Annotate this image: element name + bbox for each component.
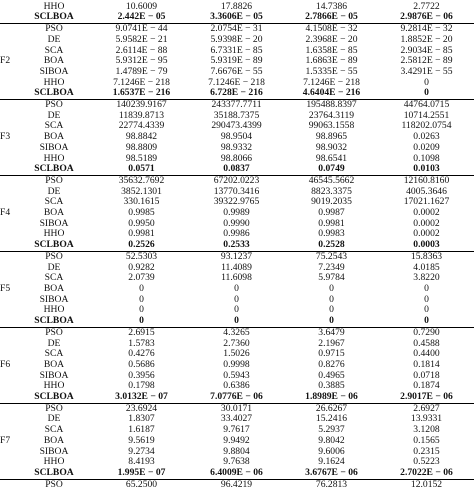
table-row xyxy=(0,392,474,403)
algorithm-cell: BOA xyxy=(43,131,65,143)
algorithm-cell: SCA xyxy=(44,348,64,360)
value-cell: 4.0185 xyxy=(413,261,440,273)
value-cell: 0.5943 xyxy=(223,369,250,381)
value-cell: 33.4027 xyxy=(220,413,253,425)
value-cell: 23764.3119 xyxy=(308,109,355,121)
algorithm-cell: PSO xyxy=(14,175,94,186)
value-cell: 1.8989E − 06 xyxy=(305,391,358,403)
value-cell: 52.5303 xyxy=(94,251,189,262)
value-cell: 0.1565 xyxy=(413,434,440,446)
value-cell: 5.9784 xyxy=(318,272,345,284)
algorithm-cell: SCLBOA xyxy=(34,466,74,478)
table-row xyxy=(0,327,474,338)
value-cell: 0.7290 xyxy=(379,327,474,338)
value-cell: 2.7722 xyxy=(413,0,440,12)
value-cell: 2.7360 xyxy=(223,337,250,349)
value-cell: 0 xyxy=(139,293,144,305)
value-cell: 6.728E − 216 xyxy=(210,87,263,99)
value-cell: 0.4965 xyxy=(318,369,345,381)
value-cell: 0 xyxy=(139,304,144,316)
value-cell: 35188.7375 xyxy=(213,109,260,121)
value-cell: 15.8363 xyxy=(379,251,474,262)
value-cell: 1.5783 xyxy=(128,337,155,349)
value-cell: 2.1967 xyxy=(318,337,345,349)
algorithm-cell: PSO xyxy=(14,251,94,262)
value-cell: 0.4400 xyxy=(413,348,440,360)
value-cell: 12.0152 xyxy=(379,479,474,490)
value-cell: 2.9034E − 85 xyxy=(400,44,453,56)
value-cell: 67202.0223 xyxy=(189,175,284,186)
value-cell: 4.6404E − 216 xyxy=(302,87,361,99)
algorithm-cell: SCA xyxy=(44,424,64,436)
algorithm-cell: SCA xyxy=(44,44,64,56)
algorithm-cell: SCA xyxy=(44,272,64,284)
value-cell: 1.5026 xyxy=(223,348,250,360)
value-cell: 2.3968E − 20 xyxy=(305,33,358,45)
table-row xyxy=(0,468,474,479)
value-cell: 9.2734 xyxy=(128,445,155,457)
algorithm-cell: PSO xyxy=(14,479,94,490)
algorithm-cell: PSO xyxy=(14,403,94,414)
algorithm-cell: SIBOA xyxy=(39,293,69,305)
value-cell: 0.8276 xyxy=(318,358,345,370)
value-cell: 98.9332 xyxy=(220,141,253,153)
value-cell: 1.6187 xyxy=(128,424,155,436)
function-label: F2 xyxy=(0,24,14,100)
value-cell: 65.2500 xyxy=(94,479,189,490)
value-cell: 0.0749 xyxy=(318,163,345,175)
value-cell: 11.4089 xyxy=(221,261,252,273)
value-cell: 3852.1301 xyxy=(121,185,162,197)
algorithm-cell: PSO xyxy=(14,24,94,35)
value-cell: 330.1615 xyxy=(123,196,160,208)
table-row xyxy=(0,240,474,251)
value-cell: 2.9017E − 06 xyxy=(400,391,453,403)
value-cell: 9.9492 xyxy=(223,434,250,446)
value-cell: 0.1798 xyxy=(128,380,155,392)
value-cell: 0.9998 xyxy=(223,358,250,370)
value-cell: 2.6927 xyxy=(379,403,474,414)
value-cell: 9.8804 xyxy=(223,445,250,457)
algorithm-cell: HHO xyxy=(43,456,65,468)
table-row xyxy=(0,479,474,490)
value-cell: 98.8809 xyxy=(125,141,158,153)
algorithm-cell: SCLBOA xyxy=(34,87,74,99)
value-cell: 5.9398E − 20 xyxy=(210,33,263,45)
value-cell: 26.6267 xyxy=(284,403,379,414)
value-cell: 0.9983 xyxy=(318,228,345,240)
value-cell: 1.5335E − 55 xyxy=(305,65,358,77)
value-cell: 0.9950 xyxy=(128,217,155,229)
value-cell: 0.2526 xyxy=(128,239,155,251)
value-cell: 0 xyxy=(234,293,239,305)
value-cell: 9.5619 xyxy=(128,434,155,446)
value-cell: 30.0171 xyxy=(189,403,284,414)
value-cell: 4005.3646 xyxy=(406,185,447,197)
algorithm-cell: HHO xyxy=(43,152,65,164)
value-cell: 98.9032 xyxy=(315,141,348,153)
table-row xyxy=(0,251,474,262)
table-row xyxy=(0,316,474,327)
value-cell: 7.6676E − 55 xyxy=(210,65,263,77)
value-cell: 195488.8397 xyxy=(284,100,379,111)
value-cell: 0 xyxy=(424,315,429,327)
table-row xyxy=(0,88,474,99)
value-cell: 13770.3416 xyxy=(213,185,260,197)
value-cell: 3.6767E − 06 xyxy=(305,466,358,478)
value-cell: 9.2814E − 32 xyxy=(379,24,474,35)
value-cell: 7.1246E − 218 xyxy=(113,76,170,88)
value-cell: 0.9987 xyxy=(318,207,345,219)
value-cell: 243377.7711 xyxy=(189,100,284,111)
value-cell: 9.6006 xyxy=(318,445,345,457)
value-cell: 76.2813 xyxy=(284,479,379,490)
value-cell: 0.0002 xyxy=(413,217,440,229)
algorithm-cell: BOA xyxy=(43,358,65,370)
value-cell: 10714.2551 xyxy=(403,109,450,121)
value-cell: 11.6098 xyxy=(221,272,252,284)
value-cell: 9.8042 xyxy=(318,434,345,446)
value-cell: 1.6537E − 216 xyxy=(112,87,171,99)
value-cell: 3.8220 xyxy=(413,272,440,284)
value-cell: 98.9504 xyxy=(220,131,253,143)
value-cell: 15.2416 xyxy=(315,413,348,425)
value-cell: 3.6479 xyxy=(284,327,379,338)
value-cell: 9.1624 xyxy=(318,456,345,468)
value-cell: 0 xyxy=(139,315,144,327)
value-cell: 0.4588 xyxy=(413,337,440,349)
algorithm-cell: HHO xyxy=(43,0,65,12)
value-cell: 0 xyxy=(234,315,239,327)
value-cell: 0.1874 xyxy=(413,380,440,392)
value-cell: 3.4291E − 55 xyxy=(400,65,453,77)
value-cell: 98.8965 xyxy=(315,131,348,143)
algorithm-cell: SIBOA xyxy=(39,65,69,77)
algorithm-cell: SIBOA xyxy=(39,445,69,457)
table-row xyxy=(0,35,474,46)
value-cell: 98.5189 xyxy=(125,152,158,164)
value-cell: 7.1246E − 218 xyxy=(303,76,360,88)
value-cell: 2.0754E − 31 xyxy=(189,24,284,35)
algorithm-cell: HHO xyxy=(43,76,65,88)
value-cell: 0.9981 xyxy=(128,228,155,240)
value-cell: 0.9282 xyxy=(128,261,155,273)
value-cell: 98.8066 xyxy=(220,152,253,164)
value-cell: 2.6915 xyxy=(94,327,189,338)
algorithm-cell: SCLBOA xyxy=(34,391,74,403)
value-cell: 0.3885 xyxy=(318,380,345,392)
algorithm-cell: DE xyxy=(47,109,61,121)
value-cell: 23.6924 xyxy=(94,403,189,414)
value-cell: 0 xyxy=(424,282,429,294)
table-row xyxy=(0,143,474,154)
algorithm-cell: SCLBOA xyxy=(34,315,74,327)
value-cell: 0 xyxy=(424,293,429,305)
function-label: F5 xyxy=(0,251,14,327)
value-cell: 0 xyxy=(424,87,429,99)
value-cell: 0.5686 xyxy=(128,358,155,370)
value-cell: 3.1208 xyxy=(413,424,440,436)
value-cell: 0.9989 xyxy=(223,207,250,219)
algorithm-cell: PSO xyxy=(14,100,94,111)
algorithm-cell: DE xyxy=(47,413,61,425)
value-cell: 0 xyxy=(234,282,239,294)
algorithm-cell: HHO xyxy=(43,380,65,392)
value-cell: 0.2315 xyxy=(413,445,440,457)
value-cell: 75.2543 xyxy=(284,251,379,262)
value-cell: 0.3956 xyxy=(128,369,155,381)
algorithm-cell: BOA xyxy=(43,55,65,67)
algorithm-cell: SCLBOA xyxy=(34,11,74,23)
value-cell: 0.0209 xyxy=(413,141,440,153)
value-cell: 0 xyxy=(424,76,429,88)
algorithm-cell: SIBOA xyxy=(39,217,69,229)
value-cell: 9019.2035 xyxy=(311,196,352,208)
value-cell: 5.9582E − 21 xyxy=(115,33,168,45)
value-cell: 0.0002 xyxy=(413,228,440,240)
value-cell: 7.2349 xyxy=(318,261,345,273)
algorithm-cell: SCA xyxy=(44,120,64,132)
value-cell: 2.5812E − 89 xyxy=(400,55,453,67)
value-cell: 14.7386 xyxy=(315,0,348,12)
value-cell: 98.8842 xyxy=(125,131,158,143)
value-cell: 0.5223 xyxy=(413,456,440,468)
value-cell: 0.0103 xyxy=(413,163,440,175)
value-cell: 9.7617 xyxy=(223,424,250,436)
function-label xyxy=(0,0,14,24)
value-cell: 3.0132E − 07 xyxy=(115,391,168,403)
value-cell: 0.1098 xyxy=(413,152,440,164)
value-cell: 4.1508E − 32 xyxy=(284,24,379,35)
value-cell: 0 xyxy=(329,304,334,316)
value-cell: 6.4009E − 06 xyxy=(210,466,263,478)
value-cell: 0.9985 xyxy=(128,207,155,219)
value-cell: 0.9990 xyxy=(223,217,250,229)
value-cell: 5.2937 xyxy=(318,424,345,436)
table-row xyxy=(0,360,474,371)
value-cell: 93.1237 xyxy=(189,251,284,262)
value-cell: 44764.0715 xyxy=(379,100,474,111)
function-label: F7 xyxy=(0,403,14,479)
value-cell: 0.9715 xyxy=(318,348,345,360)
value-cell: 1.6863E − 89 xyxy=(305,55,358,67)
algorithm-cell: BOA xyxy=(43,434,65,446)
value-cell: 46545.5662 xyxy=(284,175,379,186)
table-row xyxy=(0,436,474,447)
value-cell: 0.4276 xyxy=(128,348,155,360)
value-cell: 5.9319E − 89 xyxy=(210,55,263,67)
value-cell: 13.9331 xyxy=(410,413,443,425)
value-cell: 0 xyxy=(329,315,334,327)
algorithm-cell: SIBOA xyxy=(39,369,69,381)
value-cell: 0.0003 xyxy=(413,239,440,251)
value-cell: 98.6541 xyxy=(315,152,348,164)
algorithm-cell: DE xyxy=(47,261,61,273)
value-cell: 0.0718 xyxy=(413,369,440,381)
value-cell: 1.8307 xyxy=(128,413,155,425)
value-cell: 0.0571 xyxy=(128,163,155,175)
algorithm-cell: DE xyxy=(47,337,61,349)
value-cell: 1.4789E − 79 xyxy=(115,65,168,77)
value-cell: 2.7866E − 05 xyxy=(305,11,358,23)
value-cell: 2.442E − 05 xyxy=(117,11,166,23)
value-cell: 0.9981 xyxy=(318,217,345,229)
value-cell: 39322.9765 xyxy=(213,196,260,208)
value-cell: 7.1246E − 218 xyxy=(208,76,265,88)
value-cell: 290473.4399 xyxy=(211,120,262,132)
function-label xyxy=(0,479,14,490)
value-cell: 8823.3375 xyxy=(311,185,352,197)
algorithm-cell: SCLBOA xyxy=(34,239,74,251)
value-cell: 11839.8713 xyxy=(118,109,165,121)
algorithm-cell: DE xyxy=(47,185,61,197)
value-cell: 0 xyxy=(424,304,429,316)
value-cell: 6.7331E − 85 xyxy=(210,44,263,56)
algorithm-cell: DE xyxy=(47,33,61,45)
table-row xyxy=(0,164,474,175)
value-cell: 0.6386 xyxy=(223,380,250,392)
value-cell: 17021.1627 xyxy=(403,196,450,208)
algorithm-cell: PSO xyxy=(14,327,94,338)
value-cell: 0.0263 xyxy=(413,131,440,143)
value-cell: 1.6358E − 85 xyxy=(305,44,358,56)
value-cell: 0 xyxy=(329,282,334,294)
table-row xyxy=(0,12,474,23)
value-cell: 0.0837 xyxy=(223,163,250,175)
algorithm-cell: SIBOA xyxy=(39,141,69,153)
value-cell: 0 xyxy=(234,304,239,316)
value-cell: 22774.4339 xyxy=(118,120,165,132)
value-cell: 0 xyxy=(139,282,144,294)
value-cell: 0.9986 xyxy=(223,228,250,240)
value-cell: 7.0776E − 06 xyxy=(210,391,263,403)
value-cell: 99063.1558 xyxy=(308,120,355,132)
value-cell: 8.4193 xyxy=(128,456,155,468)
value-cell: 35632.7692 xyxy=(94,175,189,186)
algorithm-cell: BOA xyxy=(43,207,65,219)
value-cell: 118202.0754 xyxy=(401,120,452,132)
value-cell: 2.6114E − 88 xyxy=(115,44,168,56)
value-cell: 1.8852E − 20 xyxy=(400,33,453,45)
value-cell: 12160.8160 xyxy=(379,175,474,186)
value-cell: 9.7638 xyxy=(223,456,250,468)
value-cell: 9.0741E − 44 xyxy=(94,24,189,35)
value-cell: 2.0739 xyxy=(128,272,155,284)
value-cell: 17.8826 xyxy=(220,0,253,12)
function-label: F4 xyxy=(0,175,14,251)
value-cell: 2.7022E − 06 xyxy=(400,466,453,478)
function-label: F3 xyxy=(0,100,14,176)
algorithm-cell: SCA xyxy=(44,196,64,208)
value-cell: 4.3265 xyxy=(189,327,284,338)
value-cell: 0.0002 xyxy=(413,207,440,219)
algorithm-cell: SCLBOA xyxy=(34,163,74,175)
value-cell: 10.6009 xyxy=(125,0,158,12)
algorithm-cell: HHO xyxy=(43,304,65,316)
value-cell: 0.2528 xyxy=(318,239,345,251)
table-row xyxy=(0,175,474,186)
algorithm-cell: HHO xyxy=(43,228,65,240)
value-cell: 0.2533 xyxy=(223,239,250,251)
value-cell: 96.4219 xyxy=(189,479,284,490)
value-cell: 140239.9167 xyxy=(94,100,189,111)
value-cell: 0.1814 xyxy=(413,358,440,370)
value-cell: 5.9312E − 95 xyxy=(115,55,168,67)
value-cell: 2.9876E − 06 xyxy=(400,11,453,23)
value-cell: 3.3606E − 05 xyxy=(210,11,263,23)
function-label: F6 xyxy=(0,327,14,403)
algorithm-cell: BOA xyxy=(43,282,65,294)
value-cell: 0 xyxy=(329,293,334,305)
value-cell: 1.995E − 07 xyxy=(117,466,166,478)
